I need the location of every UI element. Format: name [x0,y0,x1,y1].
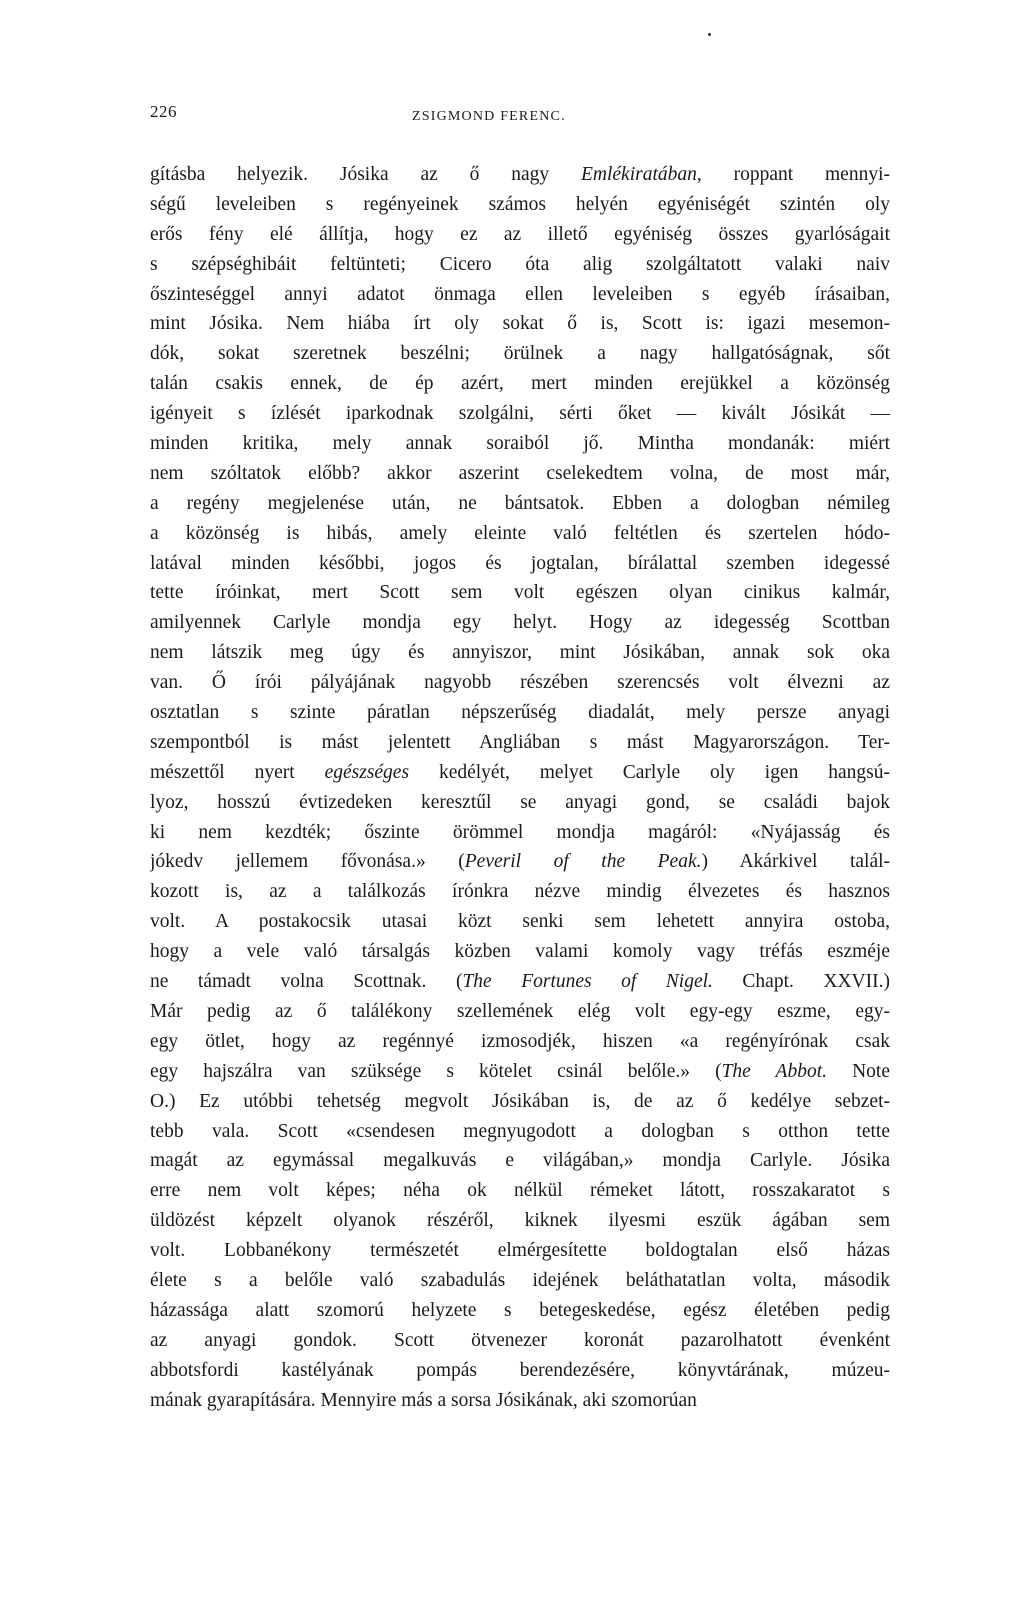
text-segment: kozott is, az a találkozás írónkra nézve mindig élvezetes és hasznos [150,881,890,903]
text-line [150,549,890,579]
text-line [150,967,890,997]
text-line [150,220,890,250]
text-segment: üldözést képzelt olyanok részéről, kiknek ilyesmi eszük ágában sem [150,1210,890,1232]
text-segment: jókedv jellemem fővonása.» ( [150,851,465,873]
page-number: 226 [150,102,177,121]
text-segment: mint Jósika. Nem hiába írt oly sokat ő is, Scott is: igazi mesemon- [150,313,890,335]
text-line [150,399,890,429]
text-segment: mának gyarapítására. Mennyire más a sorsa Jósikának, aki szomorúan [150,1389,697,1411]
text-segment: nem szóltatok előbb? akkor aszerint cselekedtem volna, de most már, [150,462,890,484]
text-line [150,788,890,818]
italic-title: The Fortunes of Nigel. [462,971,713,993]
text-line [150,519,890,549]
text-segment: nem látszik meg úgy és annyiszor, mint Jósikában, annak sok oka [150,642,890,664]
text-line [150,698,890,728]
text-segment: tette íróinkat, mert Scott sem volt egészen olyan cinikus kalmár, [150,582,890,604]
text-line [150,1057,890,1087]
text-line [150,1236,890,1266]
text-line [150,489,890,519]
italic-title: Emlékiratában [580,164,697,185]
text-segment: talán csakis ennek, de ép azért, mert minden erejükkel a közönség [150,373,890,395]
text-line [150,190,890,220]
text-line [150,309,890,339]
text-line [150,578,890,608]
text-segment: , roppant mennyi- [696,164,890,185]
text-segment: volt. A postakocsik utasai közt senki sem lehetett annyira ostoba, [150,911,890,933]
text-segment: hogy a vele való társalgás közben valami komoly vagy tréfás eszméje [150,941,890,963]
text-line [150,429,890,459]
text-line [150,339,890,369]
text-line [150,459,890,489]
text-segment: élete s a belőle való szabadulás idejének beláthatatlan volta, második [150,1269,890,1291]
text-line [150,1087,890,1117]
text-line [150,608,890,638]
text-segment: volt. Lobbanékony természetét elmérgesítette boldogtalan első házas [150,1240,890,1262]
text-segment: ne támadt volna Scottnak. ( [150,971,463,993]
text-segment: Chapt. XXVII.) [712,971,890,993]
text-segment: szempontból is mást jelentett Angliában s mást Magyarországon. Ter- [150,731,890,753]
ink-speck [708,33,711,36]
text-segment: igényeit s ízlését iparkodnak szolgálni, sérti őket — kivált Jósikát — [150,403,890,425]
page-header [150,102,890,126]
text-segment: erre nem volt képes; néha ok nélkül rémeket látott, rosszakaratot s [150,1180,890,1202]
text-segment: s szépséghibáit feltünteti; Cicero óta alig szolgáltatott valaki naiv [150,253,890,275]
text-segment: Már pedig az ő találékony szellemének elég volt egy-egy eszme, egy- [150,1000,890,1022]
text-line [150,250,890,280]
text-segment: tebb vala. Scott «csendesen megnyugodott a dologban s otthon tette [150,1120,890,1142]
text-segment: házassága alatt szomorú helyzete s betegeskedése, egész életében pedig [150,1299,890,1321]
text-line [150,280,890,310]
text-segment: a közönség is hibás, amely eleinte való feltétlen és szertelen hódo- [150,522,890,544]
text-segment: ségű leveleiben s regényeinek számos helyén egyéniségét szintén oly [150,193,890,215]
text-line [150,1266,890,1296]
text-segment: kedélyét, melyet Carlyle oly igen hangsú- [409,761,890,783]
text-segment: Note [827,1060,890,1082]
italic-title: egészséges [324,761,410,783]
text-segment: magát az egymással megalkuvás e világában,» mondja Carlyle. Jósika [150,1150,890,1172]
text-line [150,1356,890,1386]
text-line [150,847,890,877]
text-segment: egy ötlet, hogy az regénnyé izmosodjék, hiszen «a regényírónak csak [150,1030,890,1052]
text-line [150,1206,890,1236]
text-line [150,1027,890,1057]
text-segment: az anyagi gondok. Scott ötvenezer koronát pazarolhatott évenként [150,1329,890,1351]
text-segment: erős fény elé állítja, hogy ez az illető egyéniség összes gyarlóságait [150,223,890,245]
text-line [150,818,890,848]
text-line [150,937,890,967]
text-line [150,997,890,1027]
running-head: ZSIGMOND FERENC. [412,109,566,124]
text-line [150,668,890,698]
text-segment: osztatlan s szinte páratlan népszerűség diadalát, mely persze anyagi [150,702,890,724]
text-line [150,728,890,758]
italic-title: The Abbot. [721,1060,828,1082]
text-line [150,638,890,668]
text-line [150,1176,890,1206]
text-segment: mészettől nyert [150,761,325,783]
text-line [150,1296,890,1326]
text-line [150,907,890,937]
text-line [150,1326,890,1356]
text-segment: van. Ő írói pályájának nagyobb részében szerencsés volt élvezni az [150,672,890,694]
text-segment: dók, sokat szeretnek beszélni; örülnek a nagy hallgatóságnak, sőt [150,343,890,365]
text-segment: gításba helyezik. Jósika az ő nagy [150,164,581,185]
text-segment: lyoz, hosszú évtizedeken keresztűl se anyagi gond, se családi bajok [150,791,890,813]
body-text [150,160,890,1415]
italic-title: Peveril of the Peak. [464,851,702,873]
text-segment: minden kritika, mely annak soraiból jő. Mintha mondanák: miért [150,433,890,455]
text-segment: latával minden későbbi, jogos és jogtalan, bírálattal szemben idegessé [150,552,890,574]
text-line [150,1117,890,1147]
text-segment: őszinteséggel annyi adatot önmaga ellen leveleiben s egyéb írásaiban, [150,283,890,305]
text-line [150,877,890,907]
text-segment: ki nem kezdték; őszinte örömmel mondja magáról: «Nyájasság és [150,821,890,843]
text-line [150,1146,890,1176]
text-line [150,758,890,788]
text-line [150,160,890,190]
text-segment: amilyennek Carlyle mondja egy helyt. Hogy az idegesség Scottban [150,612,890,634]
text-line [150,369,890,399]
text-segment: a regény megjelenése után, ne bántsatok. Ebben a dologban némileg [150,492,890,514]
text-line [150,1386,890,1416]
text-segment: O.) Ez utóbbi tehetség megvolt Jósikában is, de az ő kedélye sebzet- [150,1090,890,1112]
text-segment: egy hajszálra van szüksége s kötelet csinál belőle.» ( [150,1060,722,1082]
text-segment: abbotsfordi kastélyának pompás berendezésére, könyvtárának, múzeu- [150,1359,890,1381]
text-segment: ) Akárkivel talál- [701,851,890,873]
